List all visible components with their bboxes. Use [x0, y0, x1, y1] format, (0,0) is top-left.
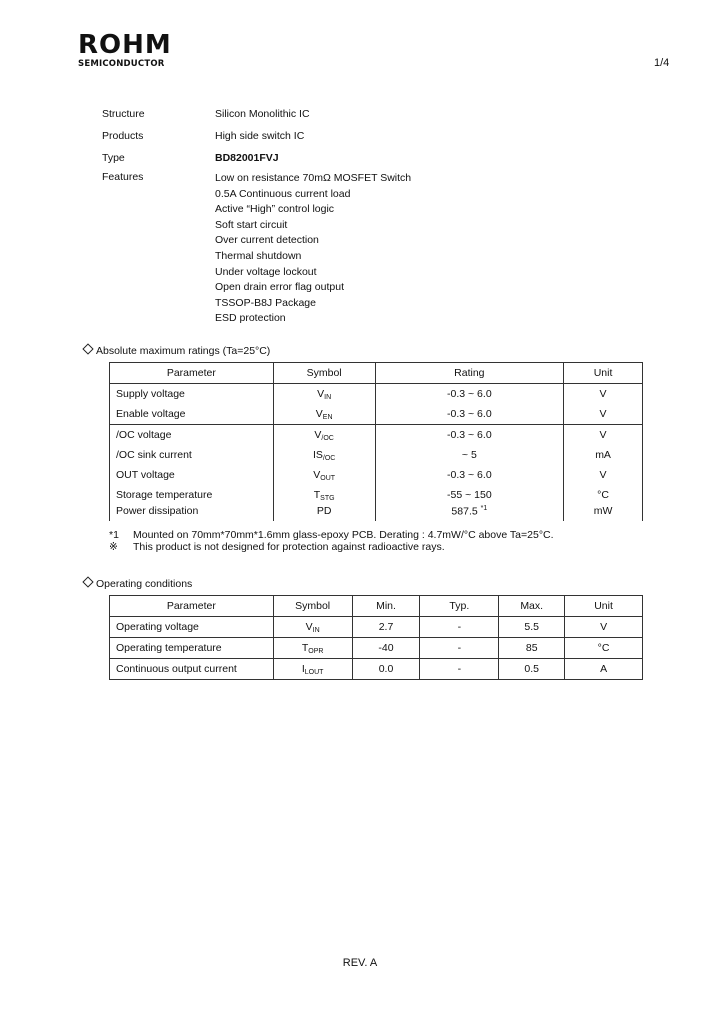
feature-item: ESD protection	[215, 312, 286, 325]
spec-value: Silicon Monolithic IC	[215, 108, 310, 120]
spec-label: Structure	[102, 108, 145, 120]
symbol-cell: $T_{STG}$	[273, 485, 375, 505]
table-row	[110, 404, 643, 425]
unit-cell: °C	[565, 638, 643, 659]
header-cell: Symbol	[273, 363, 375, 384]
table-row	[110, 445, 643, 465]
feature-item: Open drain error flag output	[215, 281, 344, 294]
param-cell: Supply voltage	[110, 384, 274, 405]
unit-cell: °C	[564, 485, 643, 505]
table-row	[110, 617, 643, 638]
header-cell: Unit	[565, 596, 643, 617]
rating-cell: -0.3 ~ 6.0	[375, 465, 564, 485]
spec-label: Features	[102, 171, 144, 183]
unit-cell: mW	[564, 505, 643, 521]
diamond-icon	[82, 576, 93, 587]
footnote: *1 Mounted on 70mm*70mm*1.6mm glass-epoxy PCB. Derating : 4.7mW/°C above Ta=25°C.	[109, 529, 554, 541]
typ-cell: -	[420, 617, 499, 638]
min-cell: -40	[352, 638, 420, 659]
table-row	[110, 425, 643, 446]
op-cond-title	[82, 578, 192, 590]
min-cell: 2.7	[352, 617, 420, 638]
feature-item: Over current detection	[215, 234, 319, 247]
table-row	[110, 659, 643, 680]
param-cell: OUT voltage	[110, 465, 274, 485]
unit-cell: V	[564, 384, 643, 405]
param-cell: /OC voltage	[110, 425, 274, 446]
param-cell: Storage temperature	[110, 485, 274, 505]
diamond-icon	[82, 343, 93, 354]
footnote-ref: *1	[480, 505, 488, 512]
feature-list	[215, 171, 411, 327]
header-cell: Unit	[564, 363, 643, 384]
spec-value: High side switch IC	[215, 130, 305, 142]
feature-item: TSSOP-B8J Package	[215, 296, 316, 309]
unit-cell: V	[564, 465, 643, 485]
unit-cell: V	[564, 425, 643, 446]
header-cell: Typ.	[420, 596, 499, 617]
page-number: 1/4	[654, 57, 670, 69]
op-cond-title-text: Operating conditions	[96, 578, 193, 590]
revision-footer: REV. A	[342, 957, 378, 969]
table-row	[110, 638, 643, 659]
symbol-cell: PD	[273, 505, 375, 521]
symbol-cell: $V_{IN}$	[273, 384, 375, 405]
table-header-row	[110, 363, 643, 384]
header-cell: Rating	[375, 363, 564, 384]
disclaimer-note: ※ This product is not designed for protection against radioactive rays.	[109, 540, 445, 553]
unit-cell: mA	[564, 445, 643, 465]
symbol-cell: $I_{LOUT}$	[273, 659, 352, 680]
rating-cell: 587.5 $^{*1}$	[375, 505, 564, 521]
typ-cell: -	[420, 638, 499, 659]
unit-cell: V	[564, 404, 643, 425]
abs-max-table	[109, 362, 643, 521]
rating-cell: -55 ~ 150	[375, 485, 564, 505]
symbol-cell: $T_{OPR}$	[273, 638, 352, 659]
param-cell: Continuous output current	[110, 659, 274, 680]
param-cell: Enable voltage	[110, 404, 274, 425]
max-cell: 5.5	[499, 617, 565, 638]
param-cell: /OC sink current	[110, 445, 274, 465]
min-cell: 0.0	[352, 659, 420, 680]
symbol-cell: $V_{/OC}$	[273, 425, 375, 446]
op-cond-table	[109, 595, 643, 680]
rating-cell: -0.3 ~ 6.0	[375, 425, 564, 446]
symbol-cell: $V_{IN}$	[273, 617, 352, 638]
param-cell: Operating voltage	[110, 617, 274, 638]
feature-item: Under voltage lockout	[215, 265, 317, 278]
logo-sub-text: SEMICONDUCTOR	[78, 59, 165, 69]
param-cell: Power dissipation	[110, 505, 274, 521]
table-row	[110, 485, 643, 505]
unit-cell: V	[565, 617, 643, 638]
header-cell: Parameter	[110, 363, 274, 384]
header-cell: Parameter	[110, 596, 274, 617]
symbol-cell: $V_{OUT}$	[273, 465, 375, 485]
logo-main-text: ROHM	[78, 30, 172, 60]
feature-item: 0.5A Continuous current load	[215, 187, 351, 200]
spec-label: Products	[102, 130, 144, 142]
feature-item: Low on resistance 70mΩ MOSFET Switch	[215, 172, 412, 184]
table-row	[110, 505, 643, 521]
rating-cell: -0.3 ~ 6.0	[375, 404, 564, 425]
rating-cell: ~ 5	[375, 445, 564, 465]
max-cell: 0.5	[499, 659, 565, 680]
symbol-cell: $IS_{/OC}$	[273, 445, 375, 465]
rating-cell: -0.3 ~ 6.0	[375, 384, 564, 405]
max-cell: 85	[499, 638, 565, 659]
symbol-cell: $V_{EN}$	[273, 404, 375, 425]
feature-item: Active “High” control logic	[215, 203, 335, 216]
abs-max-title-text: Absolute maximum ratings (Ta=25°C)	[96, 345, 271, 357]
param-cell: Operating temperature	[110, 638, 274, 659]
part-number: BD82001FVJ	[215, 152, 279, 164]
feature-item: Thermal shutdown	[215, 249, 302, 262]
spec-label: Type	[102, 152, 125, 164]
header-cell: Symbol	[273, 596, 352, 617]
table-header-row	[110, 596, 643, 617]
typ-cell: -	[420, 659, 499, 680]
table-row	[110, 384, 643, 405]
abs-max-title	[82, 345, 270, 357]
header-cell: Min.	[352, 596, 420, 617]
table-row	[110, 465, 643, 485]
unit-cell: A	[565, 659, 643, 680]
feature-item: Soft start circuit	[215, 218, 288, 231]
rohm-logo	[78, 32, 182, 69]
header-cell: Max.	[499, 596, 565, 617]
abs-max-notes	[109, 530, 554, 553]
